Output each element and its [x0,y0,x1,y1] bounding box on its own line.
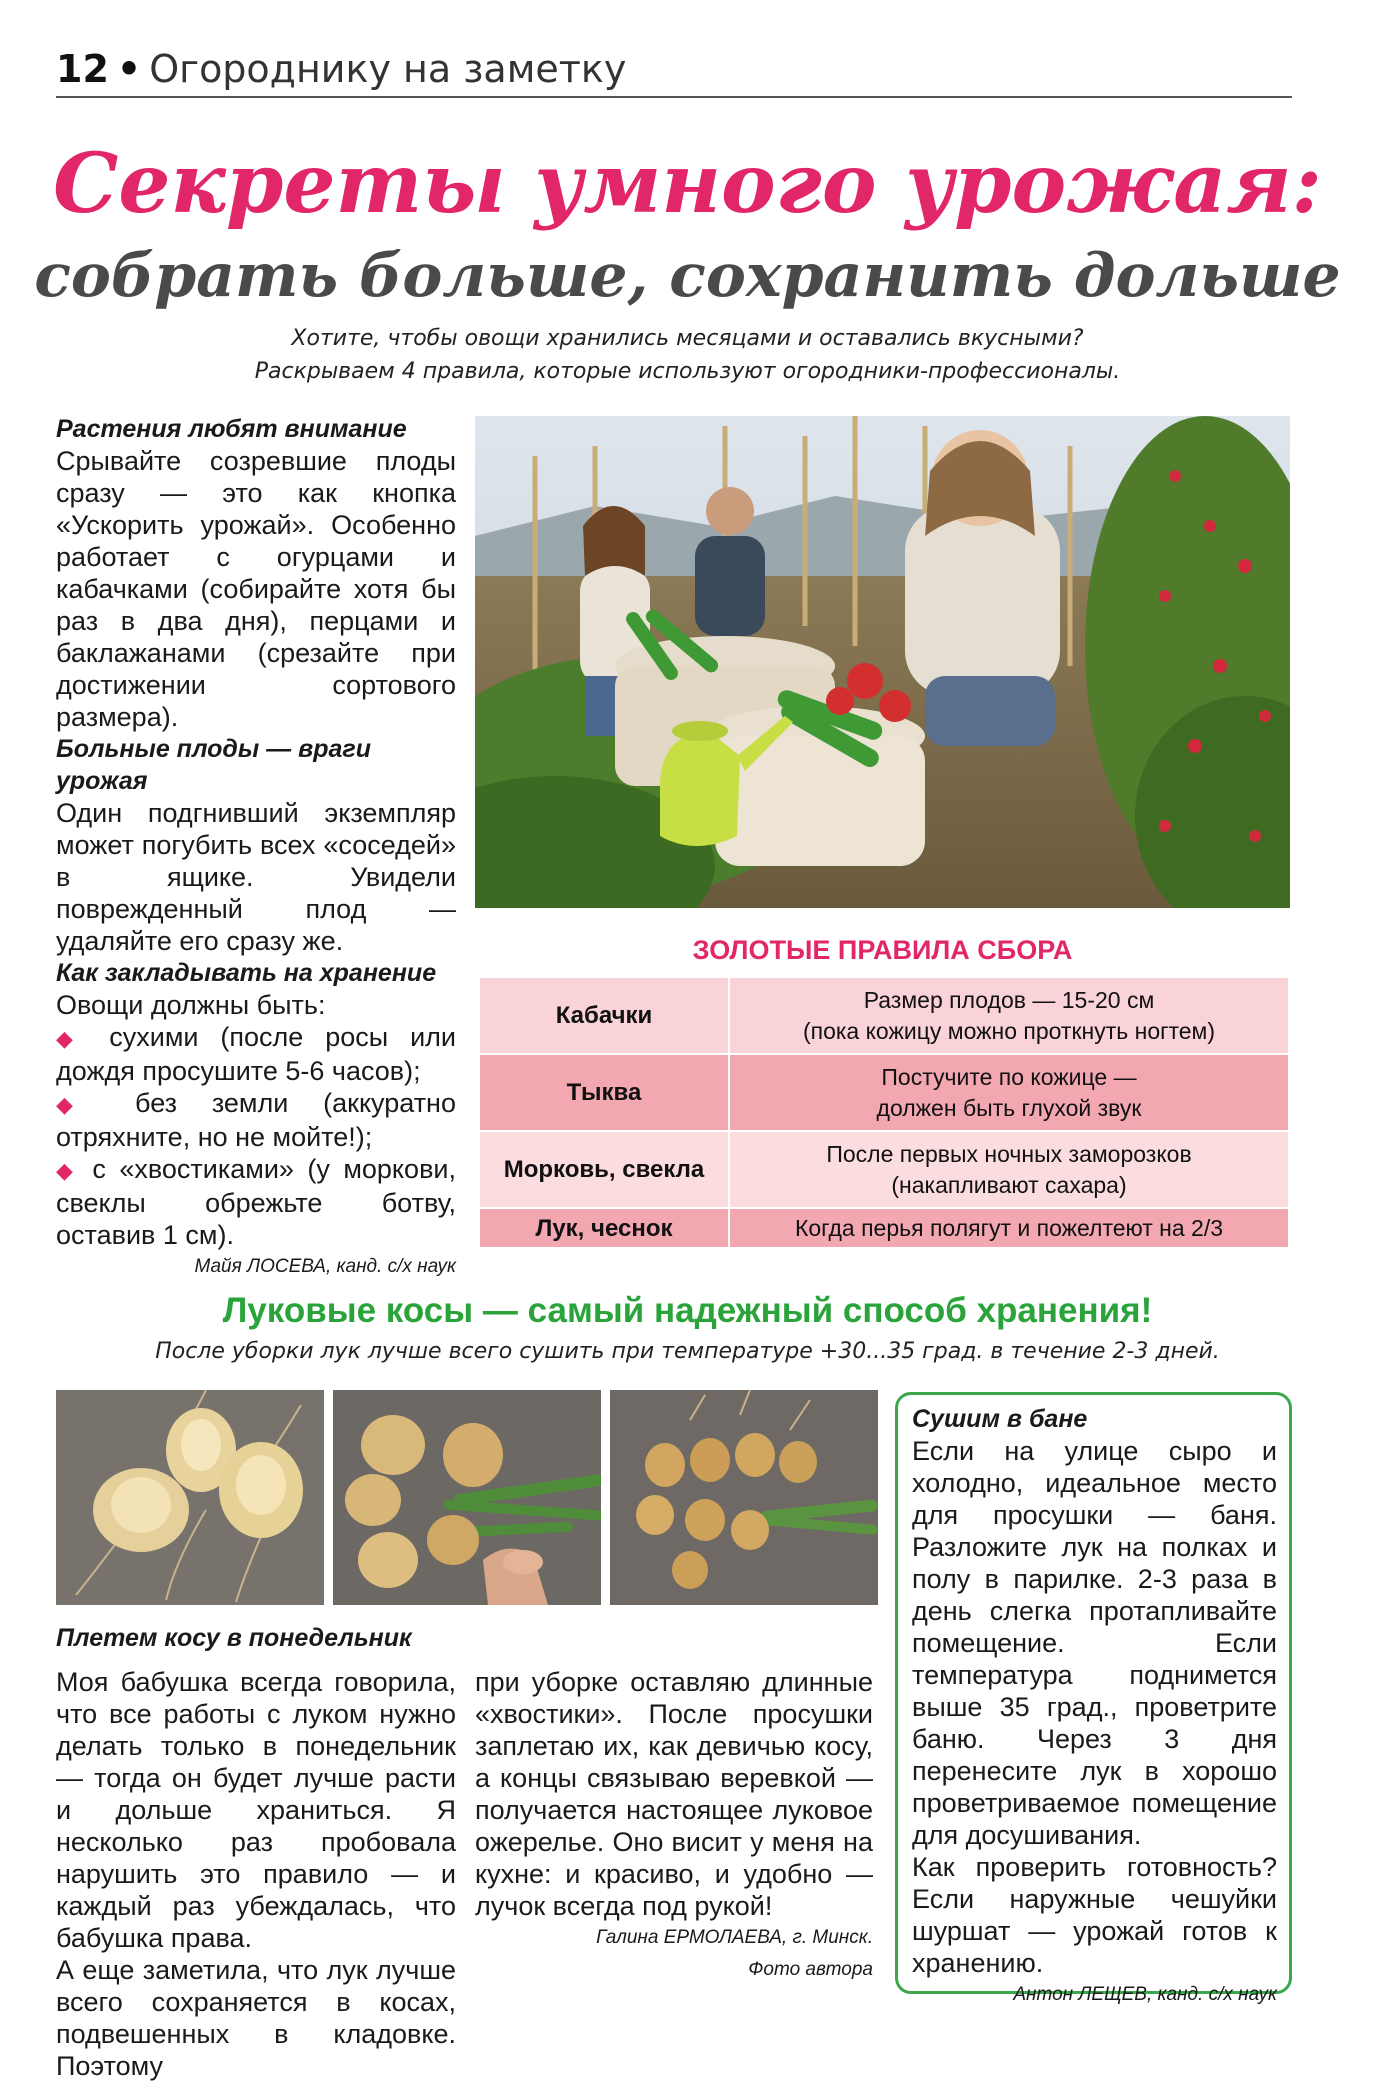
page-header [56,44,626,94]
diamond-bullet-icon: ◆ [56,1092,101,1117]
article-subtitle: собрать больше, сохранить дольше [34,241,1341,311]
sidebar-heading: Сушим в бане [912,1405,1088,1433]
table-row [479,1208,1289,1248]
harvest-rules-table [478,976,1290,1249]
bullet-item: ◆ сухими (после росы или дождя просушите 5-6 часов); [56,1022,456,1086]
page-number: 12 [56,47,109,91]
table-row [479,1054,1289,1131]
table-row [479,1131,1289,1208]
paragraph-attention: Срывайте созревшие плоды сразу — это как кнопка «Ускорить урожай». Особенно работает с огурцами и кабачками (собирайте хотя бы раз в два дня), перцами и баклажанами (срезайте при достижении сортового размера). [56,446,456,732]
article2-column-2 [475,1666,873,1986]
left-column [56,413,456,1283]
sidebar-paragraph-2: Как проверить готовность? Если наружные чешуйки шуршат — урожай готов к хранению. [912,1852,1277,1978]
sidebar-signature: Антон ЛЕЩЕВ, канд. с/х наук [1013,1984,1277,2005]
article2-heading: Плетем косу в понедельник [56,1624,412,1652]
rule-cell: Постучите по кожице — должен быть глухой звук [729,1054,1289,1131]
rule-cell: Размер плодов — 15-20 см (пока кожицу можно проткнуть ногтем) [729,977,1289,1054]
author-signature: Майя ЛОСЕВА, канд. с/х наук [194,1256,456,1277]
crop-cell: Морковь, свекла [479,1131,729,1208]
article2-signature: Галина ЕРМОЛАЕВА, г. Минск. [596,1927,873,1948]
crop-cell: Кабачки [479,977,729,1054]
table-title: ЗОЛОТЫЕ ПРАВИЛА СБОРА [692,935,1073,965]
header-bullet: • [116,47,142,91]
crop-cell: Тыква [479,1054,729,1131]
photo-credit: Фото автора [748,1959,873,1980]
subheading-storage: Как закладывать на хранение [56,959,437,987]
table-row [479,977,1289,1054]
paragraph-storage: Овощи должны быть: [56,990,326,1020]
lead-line-1: Хотите, чтобы овощи хранились месяцами и оставались вкусными? [291,326,1084,351]
paragraph-sick-fruits: Один подгнивший экземпляр может погубить всех «соседей» в ящике. Увидели поврежденный плод — удаляйте его сразу же. [56,798,456,956]
article-lead [120,322,1255,388]
header-rule [56,96,1292,98]
sidebar-paragraph-1: Если на улице сыро и холодно, идеальное место для просушки — баня. Разложите лук на полках и полу в парилке. 2-3 раза в день слегка протапливайте помещение. Если температура поднимется выше 35 град., проветрите баню. Через 3 дня перенесите лук в хорошо проветриваемое помещение для досушивания. [912,1436,1277,1850]
article2-paragraph-3: при уборке оставляю длинные «хвостики». После просушки заплетаю их, как девичью косу, а концы связываю веревкой — получается настоящее луковое ожерелье. Оно висит у меня на кухне: и красиво, и удобно — лучок всегда под рукой! [475,1667,873,1921]
sidebar-text [912,1403,1277,2011]
lead-line-2: Раскрываем 4 правила, которые используют огородники-профессионалы. [254,359,1121,384]
diamond-bullet-icon: ◆ [56,1158,79,1183]
onion-bulbs-photo [56,1390,324,1605]
bullet-item: ◆ без земли (аккуратно отряхните, но не мойте!); [56,1088,456,1152]
section2-title: Луковые косы — самый надежный способ хранения! [222,1291,1153,1330]
section2-lead: После уборки лук лучше всего сушить при температуре +30...35 град. в течение 2-3 дней. [155,1339,1220,1364]
onion-braid-photo [610,1390,878,1605]
rule-cell: Когда перья полягут и пожелтеют на 2/3 [729,1208,1289,1248]
rule-cell: После первых ночных заморозков (накапливают сахара) [729,1131,1289,1208]
subheading-sick-fruits: Больные плоды — враги урожая [56,735,372,795]
crop-cell: Лук, чеснок [479,1208,729,1248]
article2-column-1 [56,1622,456,2082]
article-title: Секреты умного урожая: [53,136,1322,232]
section-name: Огороднику на заметку [149,47,627,91]
bullet-item: ◆ с «хвостиками» (у моркови, свеклы обрежьте ботву, оставив 1 см). [56,1154,456,1250]
family-harvest-photo [475,416,1290,908]
subheading-attention: Растения любят внимание [56,415,407,443]
onion-braiding-photo [333,1390,601,1605]
article2-paragraph-2: А еще заметила, что лук лучше всего сохраняется в косах, подвешенных в кладовке. Поэтому [56,1955,456,2081]
article2-paragraph-1: Моя бабушка всегда говорила, что все работы с луком нужно делать только в понедельник — тогда он будет лучше расти и дольше храниться. Я несколько раз пробовала нарушить это правило — и каждый раз убеждалась, что бабушка права. [56,1667,456,1953]
diamond-bullet-icon: ◆ [56,1026,88,1051]
